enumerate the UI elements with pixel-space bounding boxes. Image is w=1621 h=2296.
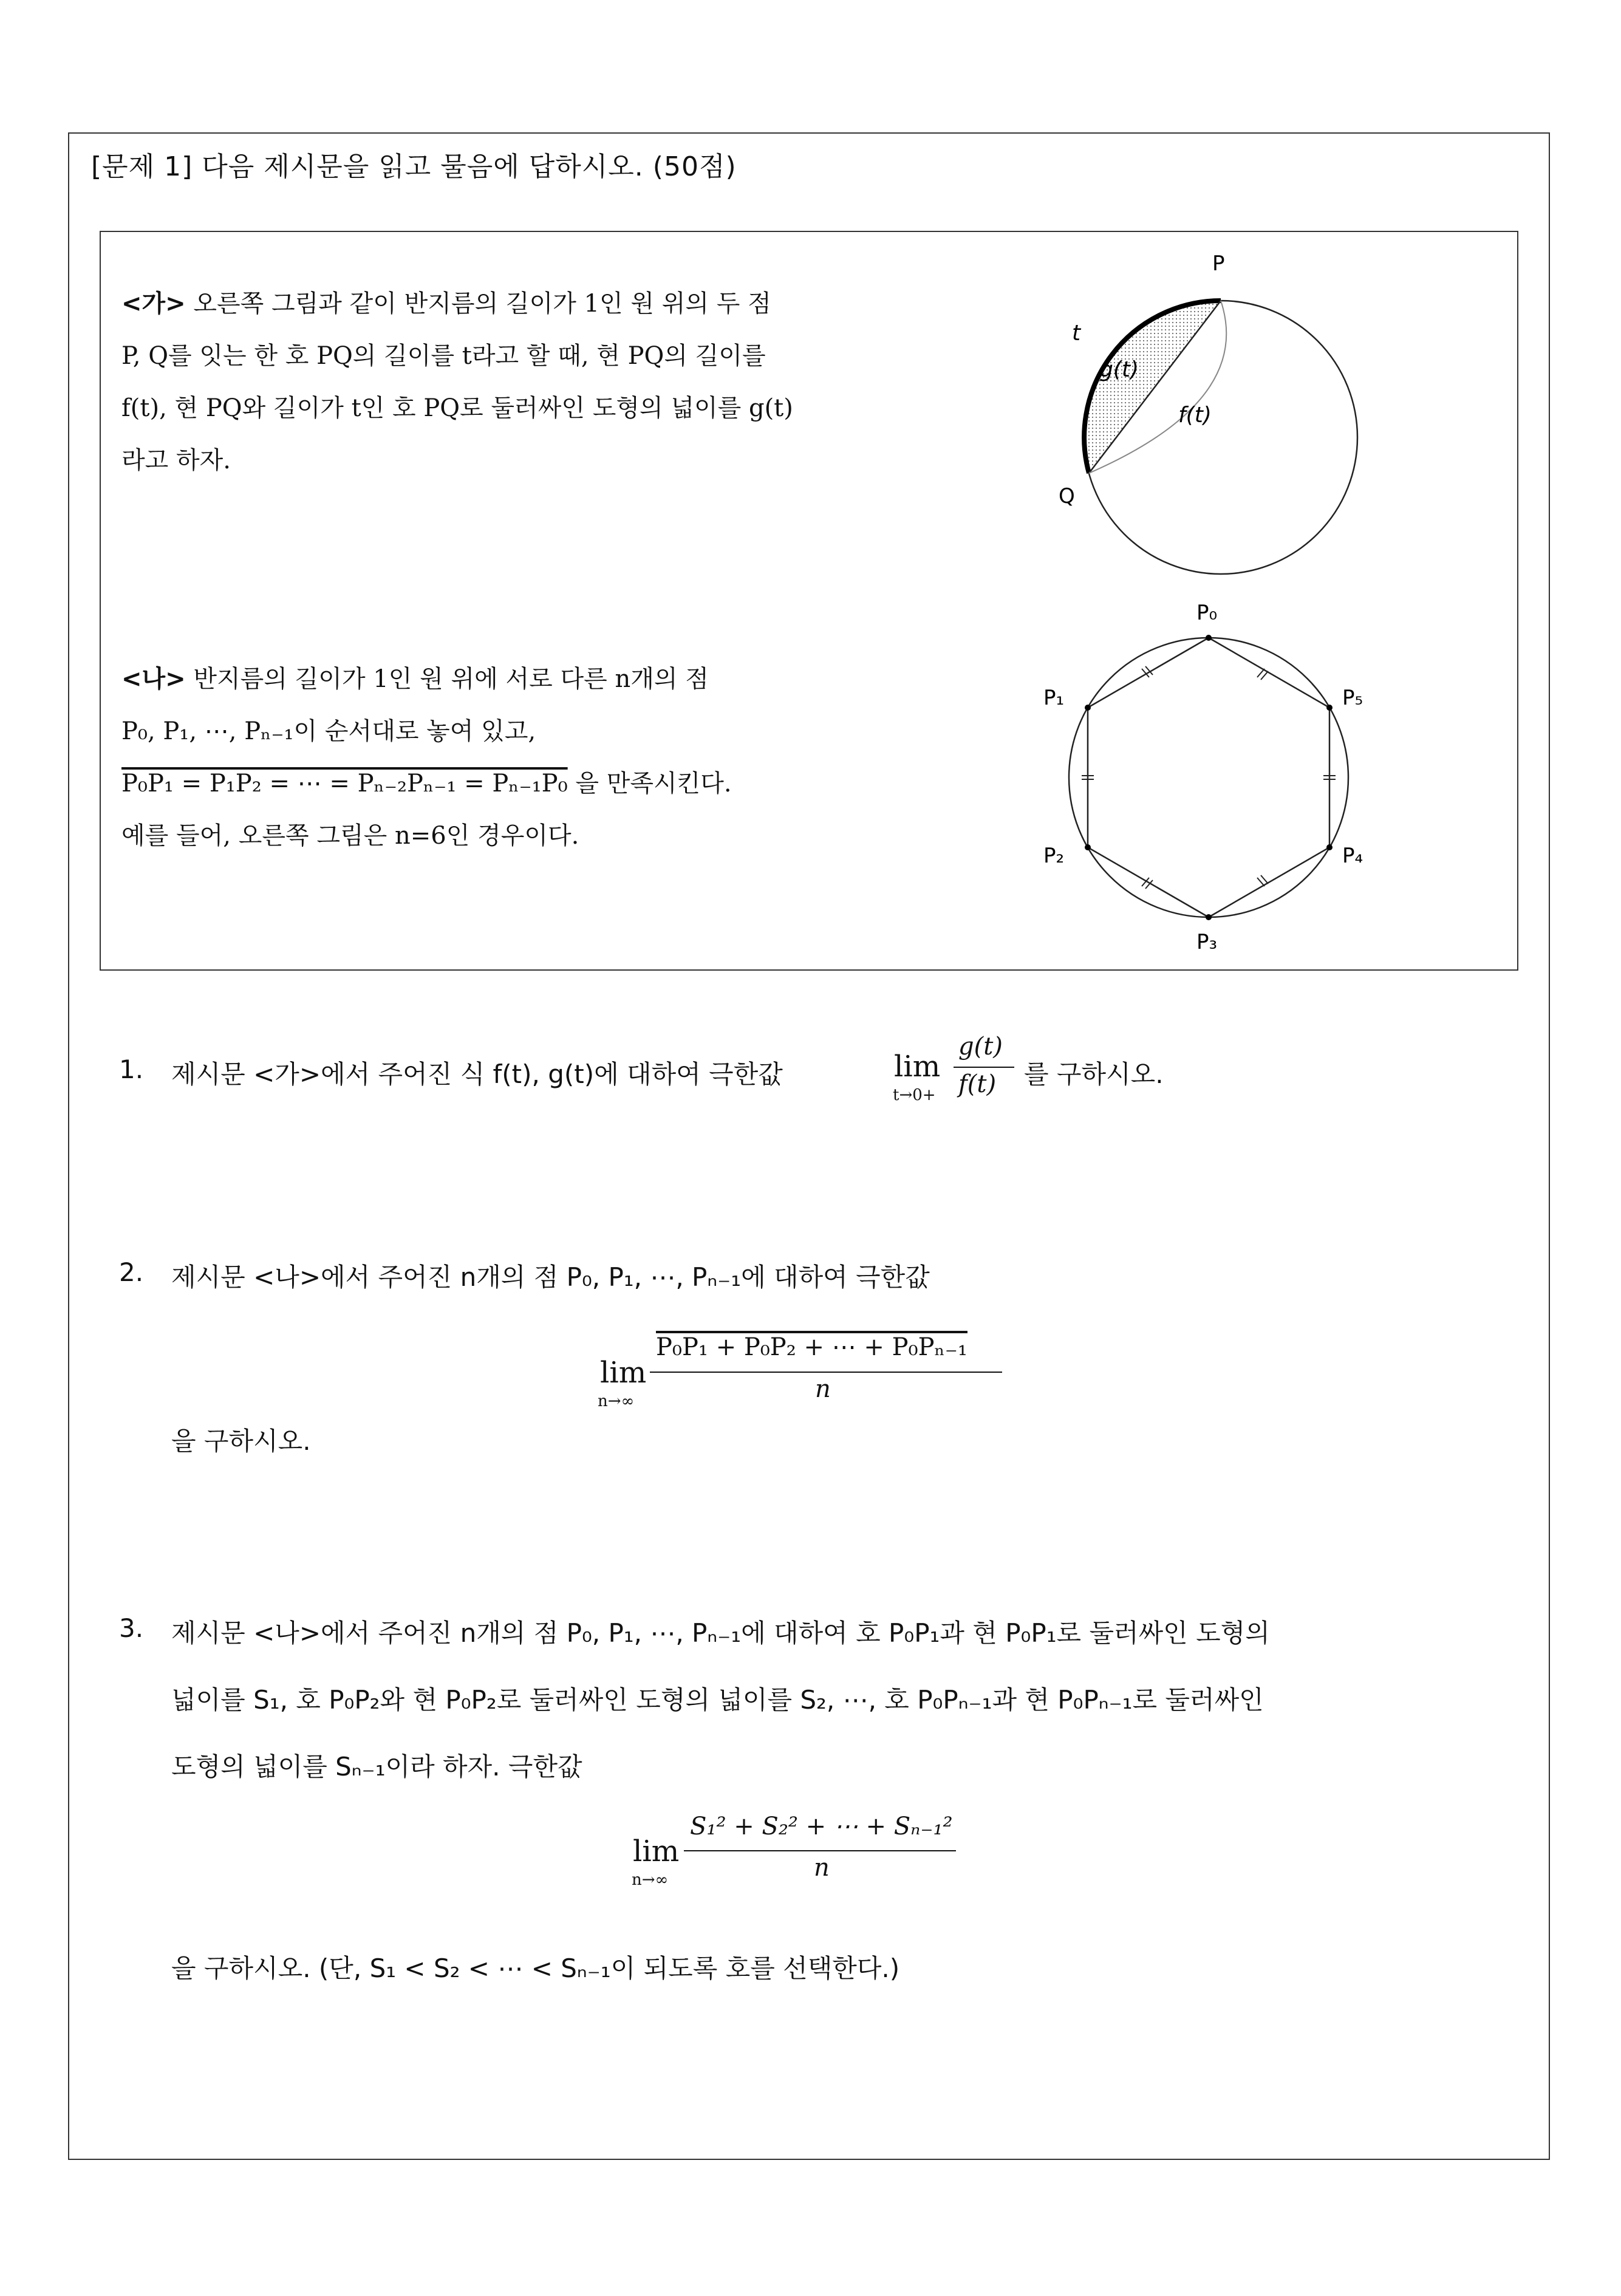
passage-na-tag: <나> [121, 665, 186, 693]
label-g: g(t) [1099, 357, 1139, 382]
passage-ga-tag: <가> [121, 290, 186, 318]
passage-ga-line1 [121, 279, 771, 328]
label-q: Q [1059, 484, 1075, 508]
q1-text: 제시문 <가>에서 주어진 식 f(t), g(t)에 대하여 극한값 [171, 1059, 783, 1089]
passage-ga-line2: P, Q를 잇는 한 호 PQ의 길이를 t라고 할 때, 현 PQ의 길이를 [121, 342, 766, 370]
q3-denominator: n [814, 1854, 830, 1882]
label-p: P [1212, 251, 1225, 276]
passage-na-line1 [121, 655, 709, 703]
q1-number: 1. [119, 1054, 144, 1084]
vertex-dots [1085, 635, 1333, 920]
passage-na-equality: P₀P₁ = P₁P₂ = ⋯ = Pₙ₋₂Pₙ₋₁ = Pₙ₋₁P₀ [121, 770, 568, 798]
passage-na-text3: 을 만족시킨다. [567, 770, 732, 798]
q1-lim [894, 1050, 940, 1084]
q2-lim-sub: n→∞ [598, 1392, 635, 1410]
q2-text: 제시문 <나>에서 주어진 n개의 점 P₀, P₁, ⋯, Pₙ₋₁에 대하여 극한값 [171, 1262, 930, 1292]
passage-na-text1: 반지름의 길이가 1인 원 위에 서로 다른 n개의 점 [185, 665, 709, 693]
label-p1: P₁ [1043, 686, 1065, 710]
problem-title: [문제 1] 다음 제시문을 읽고 물음에 답하시오. (50점) [91, 151, 737, 182]
q2-lim [600, 1356, 646, 1390]
q3-lim [633, 1834, 679, 1868]
q3-line1: 제시문 <나>에서 주어진 n개의 점 P₀, P₁, ⋯, Pₙ₋₁에 대하여 호 P₀P₁과 현 P₀P₁로 둘러싸인 도형의 [171, 1618, 1270, 1648]
q3-line2: 넓이를 S₁, 호 P₀P₂와 현 P₀P₂로 둘러싸인 도형의 넓이를 S₂, ⋯, 호 P₀Pₙ₋₁과 현 P₀Pₙ₋₁로 둘러싸인 [171, 1685, 1264, 1715]
passage-ga-line3: f(t), 현 PQ와 길이가 t인 호 PQ로 둘러싸인 도형의 넓이를 g(t) [121, 394, 793, 422]
q1-lim-sub-wrap [893, 1086, 936, 1104]
q1-text-after: 를 구하시오. [1024, 1059, 1164, 1089]
label-t: t [1072, 321, 1081, 346]
label-p0: P₀ [1196, 601, 1218, 625]
q2-numerator: P₀P₁ + P₀P₂ + ⋯ + P₀Pₙ₋₁ [656, 1333, 967, 1361]
label-p5: P₅ [1342, 686, 1363, 710]
q1-lim-sub: t→0+ [893, 1086, 936, 1104]
label-p3: P₃ [1196, 930, 1218, 954]
figure-hexagon [1020, 583, 1385, 972]
q1-lim-word: lim [894, 1050, 941, 1084]
q3-number: 3. [119, 1613, 144, 1643]
hexagon-circle [1069, 638, 1348, 917]
q2-fraction-bar [650, 1372, 1002, 1373]
figure-circle-arc [1032, 237, 1373, 577]
passage-na-line4: 예를 들어, 오른쪽 그림은 n=6인 경우이다. [121, 822, 579, 850]
q1-fraction-bar [954, 1067, 1014, 1068]
passage-na-line3 [121, 759, 732, 808]
q1-numerator: g(t) [958, 1033, 1003, 1061]
passage-ga-text1: 오른쪽 그림과 같이 반지름의 길이가 1인 원 위의 두 점 [185, 290, 771, 318]
q3-lim-word: lim [633, 1834, 680, 1868]
tick-marks [1082, 666, 1336, 889]
q3-line3: 도형의 넓이를 Sₙ₋₁이라 하자. 극한값 [171, 1752, 582, 1782]
q2-denominator: n [815, 1375, 831, 1403]
q2-number: 2. [119, 1257, 144, 1287]
q3-lim-sub-wrap [632, 1871, 668, 1889]
label-p2: P₂ [1043, 844, 1065, 868]
q3-lim-sub: n→∞ [632, 1871, 669, 1889]
passage-na-line2: P₀, P₁, ⋯, Pₙ₋₁이 순서대로 놓여 있고, [121, 717, 536, 745]
q2-lim-sub-wrap [598, 1392, 634, 1410]
label-p4: P₄ [1342, 844, 1363, 868]
q3-fraction-bar [684, 1850, 956, 1851]
q3-numerator: S₁² + S₂² + ⋯ + Sₙ₋₁² [690, 1813, 953, 1840]
q2-lim-word: lim [600, 1356, 647, 1390]
q2-text-after: 을 구하시오. [171, 1426, 311, 1456]
label-f: f(t) [1178, 403, 1212, 428]
q1-denominator: f(t) [958, 1070, 997, 1098]
q3-text-after: 을 구하시오. (단, S₁ < S₂ < ⋯ < Sₙ₋₁이 되도록 호를 선택한다.) [171, 1953, 900, 1983]
hexagon [1088, 638, 1329, 917]
passage-ga-line4: 라고 하자. [121, 446, 231, 474]
